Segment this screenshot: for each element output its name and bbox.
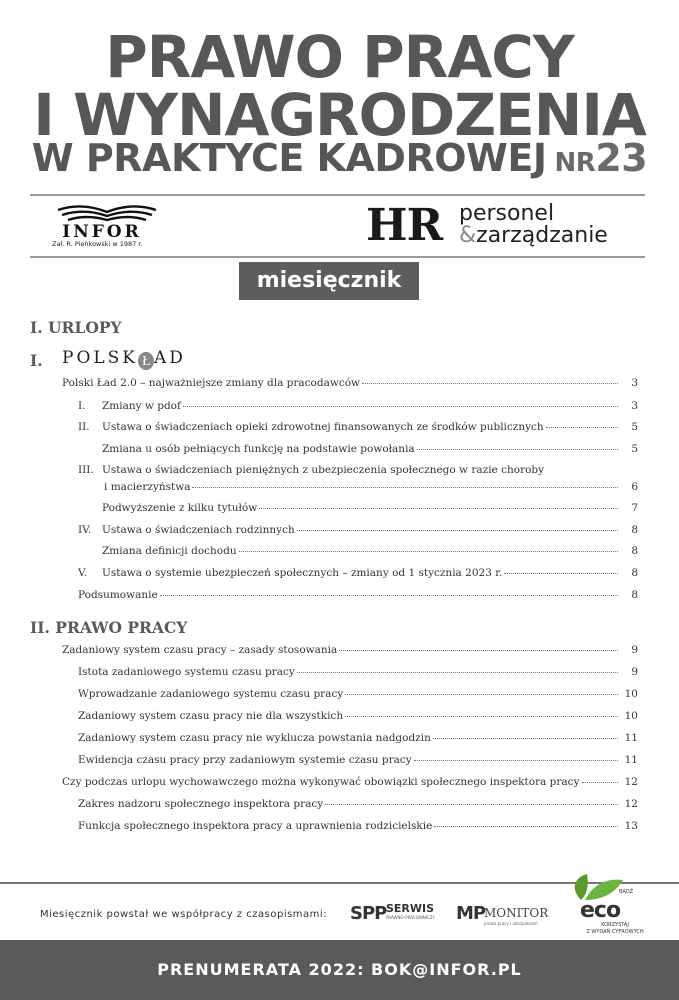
toc-leader: [345, 687, 618, 695]
toc-leader: [434, 819, 618, 827]
toc-leader: [297, 665, 618, 673]
toc-leader: [183, 399, 618, 407]
toc-title: Czy podczas urlopu wychowawczego można wykonywać obowiązki społecznego inspektora pracy: [62, 776, 580, 788]
toc-title: Funkcja społecznego inspektora pracy a uprawnienia rodzicielskie: [78, 820, 433, 832]
toc-page: 5: [631, 443, 638, 455]
masthead-line-3: [0, 136, 679, 185]
toc-title: Wprowadzanie zadaniowego systemu czasu pracy: [78, 688, 344, 700]
toc-leader: [339, 643, 618, 651]
polski-lad-logo-text: POLSK: [62, 348, 139, 368]
toc-leader: [433, 731, 618, 739]
toc-page: 10: [624, 710, 638, 722]
infor-logo-subtitle: Zał. R. Pieńkowski w 1987 r.: [52, 240, 143, 248]
toc-page: 12: [624, 798, 638, 810]
toc-title: Podsumowanie: [78, 589, 158, 601]
toc-leader: [297, 523, 618, 531]
toc-page: 8: [631, 545, 638, 557]
toc-title: i macierzyństwa: [104, 481, 191, 493]
toc-number: IV.: [78, 524, 92, 536]
toc-page: 10: [624, 688, 638, 700]
toc-page: 9: [631, 644, 638, 656]
hr-logo-amp: &: [459, 223, 477, 248]
toc-row[interactable]: [62, 377, 638, 389]
toc-leader: [414, 753, 618, 761]
spp-logo: SPP: [350, 903, 387, 924]
toc-page: 8: [631, 524, 638, 536]
toc-title: Ustawa o świadczeniach rodzinnych: [102, 524, 295, 536]
toc-row[interactable]: [104, 481, 638, 493]
eco-badz-text: BĄDŹ: [619, 889, 634, 895]
toc-leader: [582, 775, 619, 783]
toc-title: Zadaniowy system czasu pracy nie wyklucza powstania nadgodzin: [78, 732, 431, 744]
section-prawo-pracy: II. PRAWO PRACY: [30, 618, 188, 637]
toc-number: I.: [78, 400, 86, 412]
toc-row[interactable]: [102, 502, 638, 514]
toc-title: Podwyższenie z kilku tytułów: [102, 502, 258, 514]
toc-page: 11: [624, 754, 638, 766]
subscription-footer: PRENUMERATA 2022: BOK@INFOR.PL: [0, 940, 679, 1000]
toc-title: Zakres nadzoru społecznego inspektora pracy: [78, 798, 324, 810]
toc-leader: [345, 709, 618, 717]
eco-line-1: KORZYSTAJ: [601, 922, 629, 928]
hr-logo-line-2-text: zarządzanie: [476, 223, 608, 248]
toc-number: III.: [78, 464, 94, 476]
mp-logo-tagline: prawa pracy i ubezpieczeń: [484, 921, 538, 926]
masthead-line-3-text: W PRAKTYCE KADROWEJ: [31, 136, 547, 180]
mp-logo: MP: [456, 903, 486, 924]
toc-row[interactable]: [78, 710, 638, 722]
toc-row[interactable]: [62, 644, 638, 656]
spp-logo-name: SERWIS: [386, 902, 435, 915]
logo-divider: [30, 256, 645, 258]
toc-title: Ustawa o świadczeniach pieniężnych z ubezpieczenia społecznego w razie choroby: [102, 464, 545, 476]
toc-leader: [160, 588, 618, 596]
toc-leader: [325, 797, 618, 805]
toc-row[interactable]: [62, 776, 638, 788]
polski-lad-logo-tail: AD: [154, 348, 186, 368]
cooperation-text: Miesięcznik powstał we współpracy z czasopismami:: [40, 909, 328, 920]
toc-row[interactable]: [102, 545, 638, 557]
eco-line-2: Z WYDAŃ CYFROWYCH: [586, 929, 644, 935]
toc-title: Zadaniowy system czasu pracy – zasady stosowania: [62, 644, 338, 656]
masthead-line-2: I WYNAGRODZENIA: [33, 81, 646, 149]
toc-title: Zadaniowy system czasu pracy nie dla wszystkich: [78, 710, 344, 722]
toc-page: 8: [631, 567, 638, 579]
section-polski-lad-numeral: I.: [30, 351, 43, 370]
toc-row[interactable]: [78, 400, 638, 412]
toc-row[interactable]: [78, 688, 638, 700]
toc-page: 8: [631, 589, 638, 601]
toc-leader: [546, 420, 618, 428]
mp-logo-name: MONITOR: [484, 906, 549, 920]
toc-page: 11: [624, 732, 638, 744]
toc-title: Ustawa o świadczeniach opieki zdrowotnej finansowanych ze środków publicznych: [102, 421, 544, 433]
infor-logo-text: INFOR: [62, 222, 142, 242]
hr-logo-line-2: [459, 224, 608, 248]
toc-title: Zmiana u osób pełniących funkcję na podstawie powołania: [102, 443, 415, 455]
toc-title: Istota zadaniowego systemu czasu pracy: [78, 666, 295, 678]
toc-title: Polski Ład 2.0 – najważniejsze zmiany dla pracodawców: [62, 377, 361, 389]
toc-leader: [504, 566, 618, 574]
section-urlopy: I. URLOPY: [30, 318, 122, 337]
toc-row[interactable]: [78, 567, 638, 579]
toc-title: Ewidencja czasu pracy przy zadaniowym systemie czasu pracy: [78, 754, 412, 766]
toc-row-multiline-first[interactable]: [78, 464, 544, 476]
hr-logo-line-1: personel: [459, 201, 555, 226]
toc-row[interactable]: [78, 820, 638, 832]
toc-row[interactable]: [78, 666, 638, 678]
hr-logo: HR: [366, 200, 443, 251]
toc-row[interactable]: [78, 589, 638, 601]
polski-lad-logo: [62, 348, 186, 370]
toc-leader: [239, 544, 618, 552]
toc-number: V.: [78, 567, 88, 579]
toc-page: 7: [631, 502, 638, 514]
toc-row[interactable]: [78, 524, 638, 536]
toc-row[interactable]: [102, 443, 638, 455]
toc-number: II.: [78, 421, 90, 433]
toc-title: Zmiana definicji dochodu: [102, 545, 237, 557]
toc-page: 13: [624, 820, 638, 832]
toc-leader: [259, 501, 618, 509]
toc-page: 3: [631, 377, 638, 389]
toc-page: 3: [631, 400, 638, 412]
spp-logo-tagline: PRAWNO-PRACOWNICZY: [386, 915, 435, 920]
toc-page: 5: [631, 421, 638, 433]
issue-nr-label: NR: [554, 148, 596, 178]
toc-title: Zmiany w pdof: [102, 400, 181, 412]
eco-logo-text: eco: [580, 898, 621, 923]
toc-leader: [362, 376, 618, 384]
issue-number: 23: [595, 136, 648, 180]
toc-leader: [192, 480, 618, 488]
toc-row[interactable]: [78, 754, 638, 766]
toc-page: 12: [624, 776, 638, 788]
toc-row[interactable]: [78, 798, 638, 810]
masthead-line-1: PRAWO PRACY: [105, 23, 574, 91]
frequency-badge: miesięcznik: [239, 262, 419, 300]
toc-page: 9: [631, 666, 638, 678]
polski-lad-logo-letter: Ł: [138, 352, 154, 370]
toc-title: Ustawa o systemie ubezpieczeń społecznych – zmiany od 1 stycznia 2023 r.: [102, 567, 503, 579]
toc-leader: [417, 442, 618, 450]
toc-page: 6: [631, 481, 638, 493]
masthead-divider: [30, 194, 645, 196]
toc-row[interactable]: [78, 421, 638, 433]
toc-row[interactable]: [78, 732, 638, 744]
